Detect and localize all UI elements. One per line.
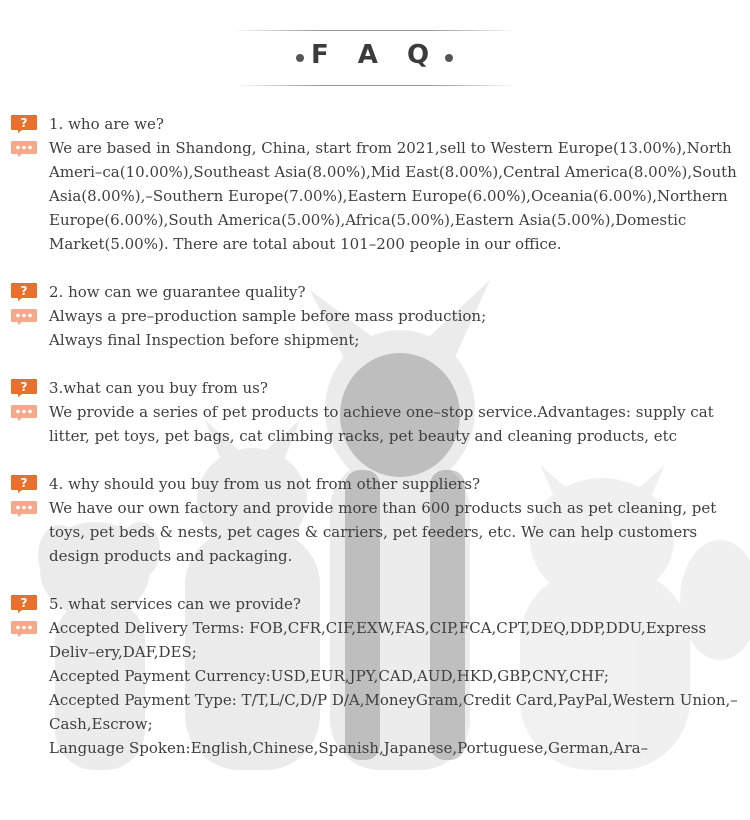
faq-header xyxy=(0,0,750,100)
svg-text:?: ? xyxy=(20,284,28,298)
question-text: 1. who are we? xyxy=(49,115,164,133)
svg-text:?: ? xyxy=(20,116,28,130)
question-text: 2. how can we guarantee quality? xyxy=(49,283,306,301)
question-text: 4. why should you buy from us not from other suppliers? xyxy=(49,475,481,493)
faq-item-2 xyxy=(10,280,740,352)
answer-text xyxy=(49,616,740,760)
question-text: 5. what services can we provide? xyxy=(49,595,301,613)
page-title: F A Q xyxy=(310,40,440,70)
faq-item-4 xyxy=(10,472,740,568)
answer-line: We have our own factory and provide more than 600 products such as pet cleaning, pet toys, pet beds & nests, pet cages & carriers, pet feeders, etc. We can help customers design products and packaging. xyxy=(49,499,717,565)
header-right-dot xyxy=(445,54,453,62)
answer-line: Accepted Delivery Terms: FOB,CFR,CIF,EXW,FAS,CIP,FCA,CPT,DEQ,DDP,DDU,Express Deliv–ery,DAF,DES; xyxy=(49,619,707,661)
ellipsis-bubble-icon xyxy=(10,404,38,422)
answer-row xyxy=(10,400,740,448)
header-top-rule xyxy=(232,30,518,31)
question-text: 3.what can you buy from us? xyxy=(49,379,268,397)
question-row xyxy=(10,592,740,616)
answer-row xyxy=(10,304,740,352)
answer-row xyxy=(10,616,740,760)
answer-line: We are based in Shandong, China, start from 2021,sell to Western Europe(13.00%),North Ameri–ca(10.00%),Southeast Asia(8.00%),Mid East(8.00%),Central America(8.00%),South Asia(8.00%),–Southern Europe(7.00%),Eastern Europe(6.00%),Oceania(6.00%),Northern Europe(6.00%),South America(5.00%),Africa(5.00%),Eastern Asia(5.00%),Domestic Market(5.00%). There are total about 101–200 people in our office. xyxy=(49,139,737,253)
ellipsis-bubble-icon xyxy=(10,308,38,326)
ellipsis-bubble-icon xyxy=(10,140,38,158)
question-row xyxy=(10,112,740,136)
ellipsis-bubble-icon xyxy=(10,500,38,518)
answer-line: Language Spoken:English,Chinese,Spanish,Japanese,Portuguese,German,Ara– xyxy=(49,739,649,757)
answer-line: Accepted Payment Currency:USD,EUR,JPY,CAD,AUD,HKD,GBP,CNY,CHF; xyxy=(49,667,609,685)
header-bottom-rule xyxy=(232,85,518,86)
answer-row xyxy=(10,136,740,256)
answer-row xyxy=(10,496,740,568)
ellipsis-bubble-icon xyxy=(10,620,38,638)
question-row xyxy=(10,472,740,496)
question-bubble-icon xyxy=(10,114,38,134)
svg-text:?: ? xyxy=(20,476,28,490)
answer-text xyxy=(49,400,740,448)
answer-line: We provide a series of pet products to achieve one–stop service.Advantages: supply cat litter, pet toys, pet bags, cat climbing racks, pet beauty and cleaning products, etc xyxy=(49,403,714,445)
answer-text xyxy=(49,136,740,256)
question-bubble-icon xyxy=(10,378,38,398)
faq-item-1 xyxy=(10,112,740,256)
svg-text:?: ? xyxy=(20,596,28,610)
answer-line: Always a pre–production sample before mass production; xyxy=(49,307,487,325)
question-bubble-icon xyxy=(10,282,38,302)
faq-item-5 xyxy=(10,592,740,760)
faq-list xyxy=(10,112,740,784)
question-bubble-icon xyxy=(10,594,38,614)
question-row xyxy=(10,280,740,304)
question-row xyxy=(10,376,740,400)
faq-item-3 xyxy=(10,376,740,448)
answer-text xyxy=(49,496,740,568)
svg-text:?: ? xyxy=(20,380,28,394)
answer-text xyxy=(49,304,740,352)
answer-line: Accepted Payment Type: T/T,L/C,D/P D/A,MoneyGram,Credit Card,PayPal,Western Union,–Cash,Escrow; xyxy=(49,691,738,733)
question-bubble-icon xyxy=(10,474,38,494)
answer-line: Always final Inspection before shipment; xyxy=(49,331,360,349)
